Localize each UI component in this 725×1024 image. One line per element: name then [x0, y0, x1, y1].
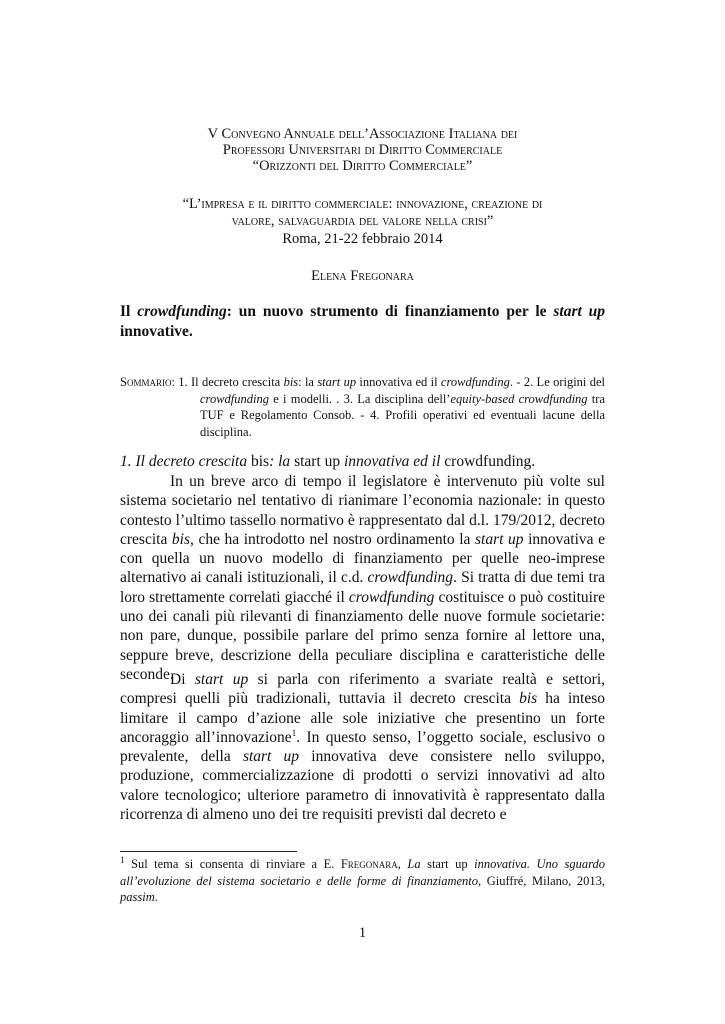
conference-place-date: Roma, 21-22 febbraio 2014 [282, 231, 443, 247]
summary: Sommario: 1. Il decreto crescita bis: la start up innovativa ed il crowdfunding. - 2. Le origini del crowdfunding e i modelli. . 3. La disciplina dell’equity-based crowdfunding tra TUF e Regolamento Consob. - 4. Profili operativi ed eventuali lacune della disciplina. [120, 375, 606, 439]
conference-theme-line-1: “L’impresa e il diritto commerciale: innovazione, creazione di [182, 196, 543, 212]
footnote-1: $^1$ Sul tema si consenta di rinviare a E. Fregonara, La start up innovativa. Uno sguardo all’evoluzione del sistema societario e delle forme di finanziamento, Giuffré, Milano, 2013, passim. [120, 854, 606, 904]
author-name: Elena Fregonara [311, 268, 414, 284]
conference-title-line-1: V Convegno Annuale dell’Associazione Italiana dei [207, 126, 518, 142]
page-number: 1 [358, 925, 367, 941]
paragraph-2: Di start up si parla con riferimento a svariate realtà e settori, compresi quelli più tradizionali, tuttavia il decreto crescita bis ha inteso limitare il campo d’azione alle sole iniziative che presentino un forte ancoraggio all’innovazione$^1$. In questo senso, l’oggetto sociale, esclusivo o prevalente, della start up innovativa deve consistere nello sviluppo, produzione, commercializzazione di prodotti o servizi innovativi ad alto valore tecnologico; ulteriore parametro di innovatività è rappresentato dalla ricorrenza di almeno uno dei tre requisiti previsti dal decreto e [120, 671, 606, 824]
section-heading-1: 1. Il decreto crescita bis: la start up innovativa ed il crowdfunding. [120, 453, 536, 470]
footnote-reference: 1 [291, 727, 297, 738]
paper-title: Il crowdfunding: un nuovo strumento di finanziamento per le start up innovative. [120, 303, 605, 340]
paragraph-1: In un breve arco di tempo il legislatore è intervenuto più volte sul sistema societario nel tentativo di rianimare l’economia nazionale: in questo contesto l’ultimo tassello normativo è rappresentato dal d.l. 179/2012, decreto crescita bis, che ha introdotto nel nostro ordinamento la start up innovativa e con quella un nuovo modello di finanziamento per quelle neo-imprese alternativo ai canali istituzionali, il c.d. crowdfunding. Si tratta di due temi tra loro strettamente correlati giacché il crowdfunding costituisce o può costituire uno dei canali più rilevanti di finanziamento delle nuove formule societarie: non pare, dunque, possibile parlare del primo senza fornire al lettore una, seppure breve, descrizione della peculiare disciplina e caratteristiche delle seconde. [120, 473, 606, 683]
summary-label: Sommario [120, 375, 172, 389]
conference-title-line-2: Professori Universitari di Diritto Commerciale [222, 142, 503, 158]
footnote-separator [120, 851, 297, 852]
conference-theme-line-2: valore, salvaguardia del valore nella crisi” [231, 213, 494, 229]
footnote-number: 1 [120, 854, 125, 865]
conference-title-line-3: “Orizzonti del Diritto Commerciale” [252, 158, 473, 174]
